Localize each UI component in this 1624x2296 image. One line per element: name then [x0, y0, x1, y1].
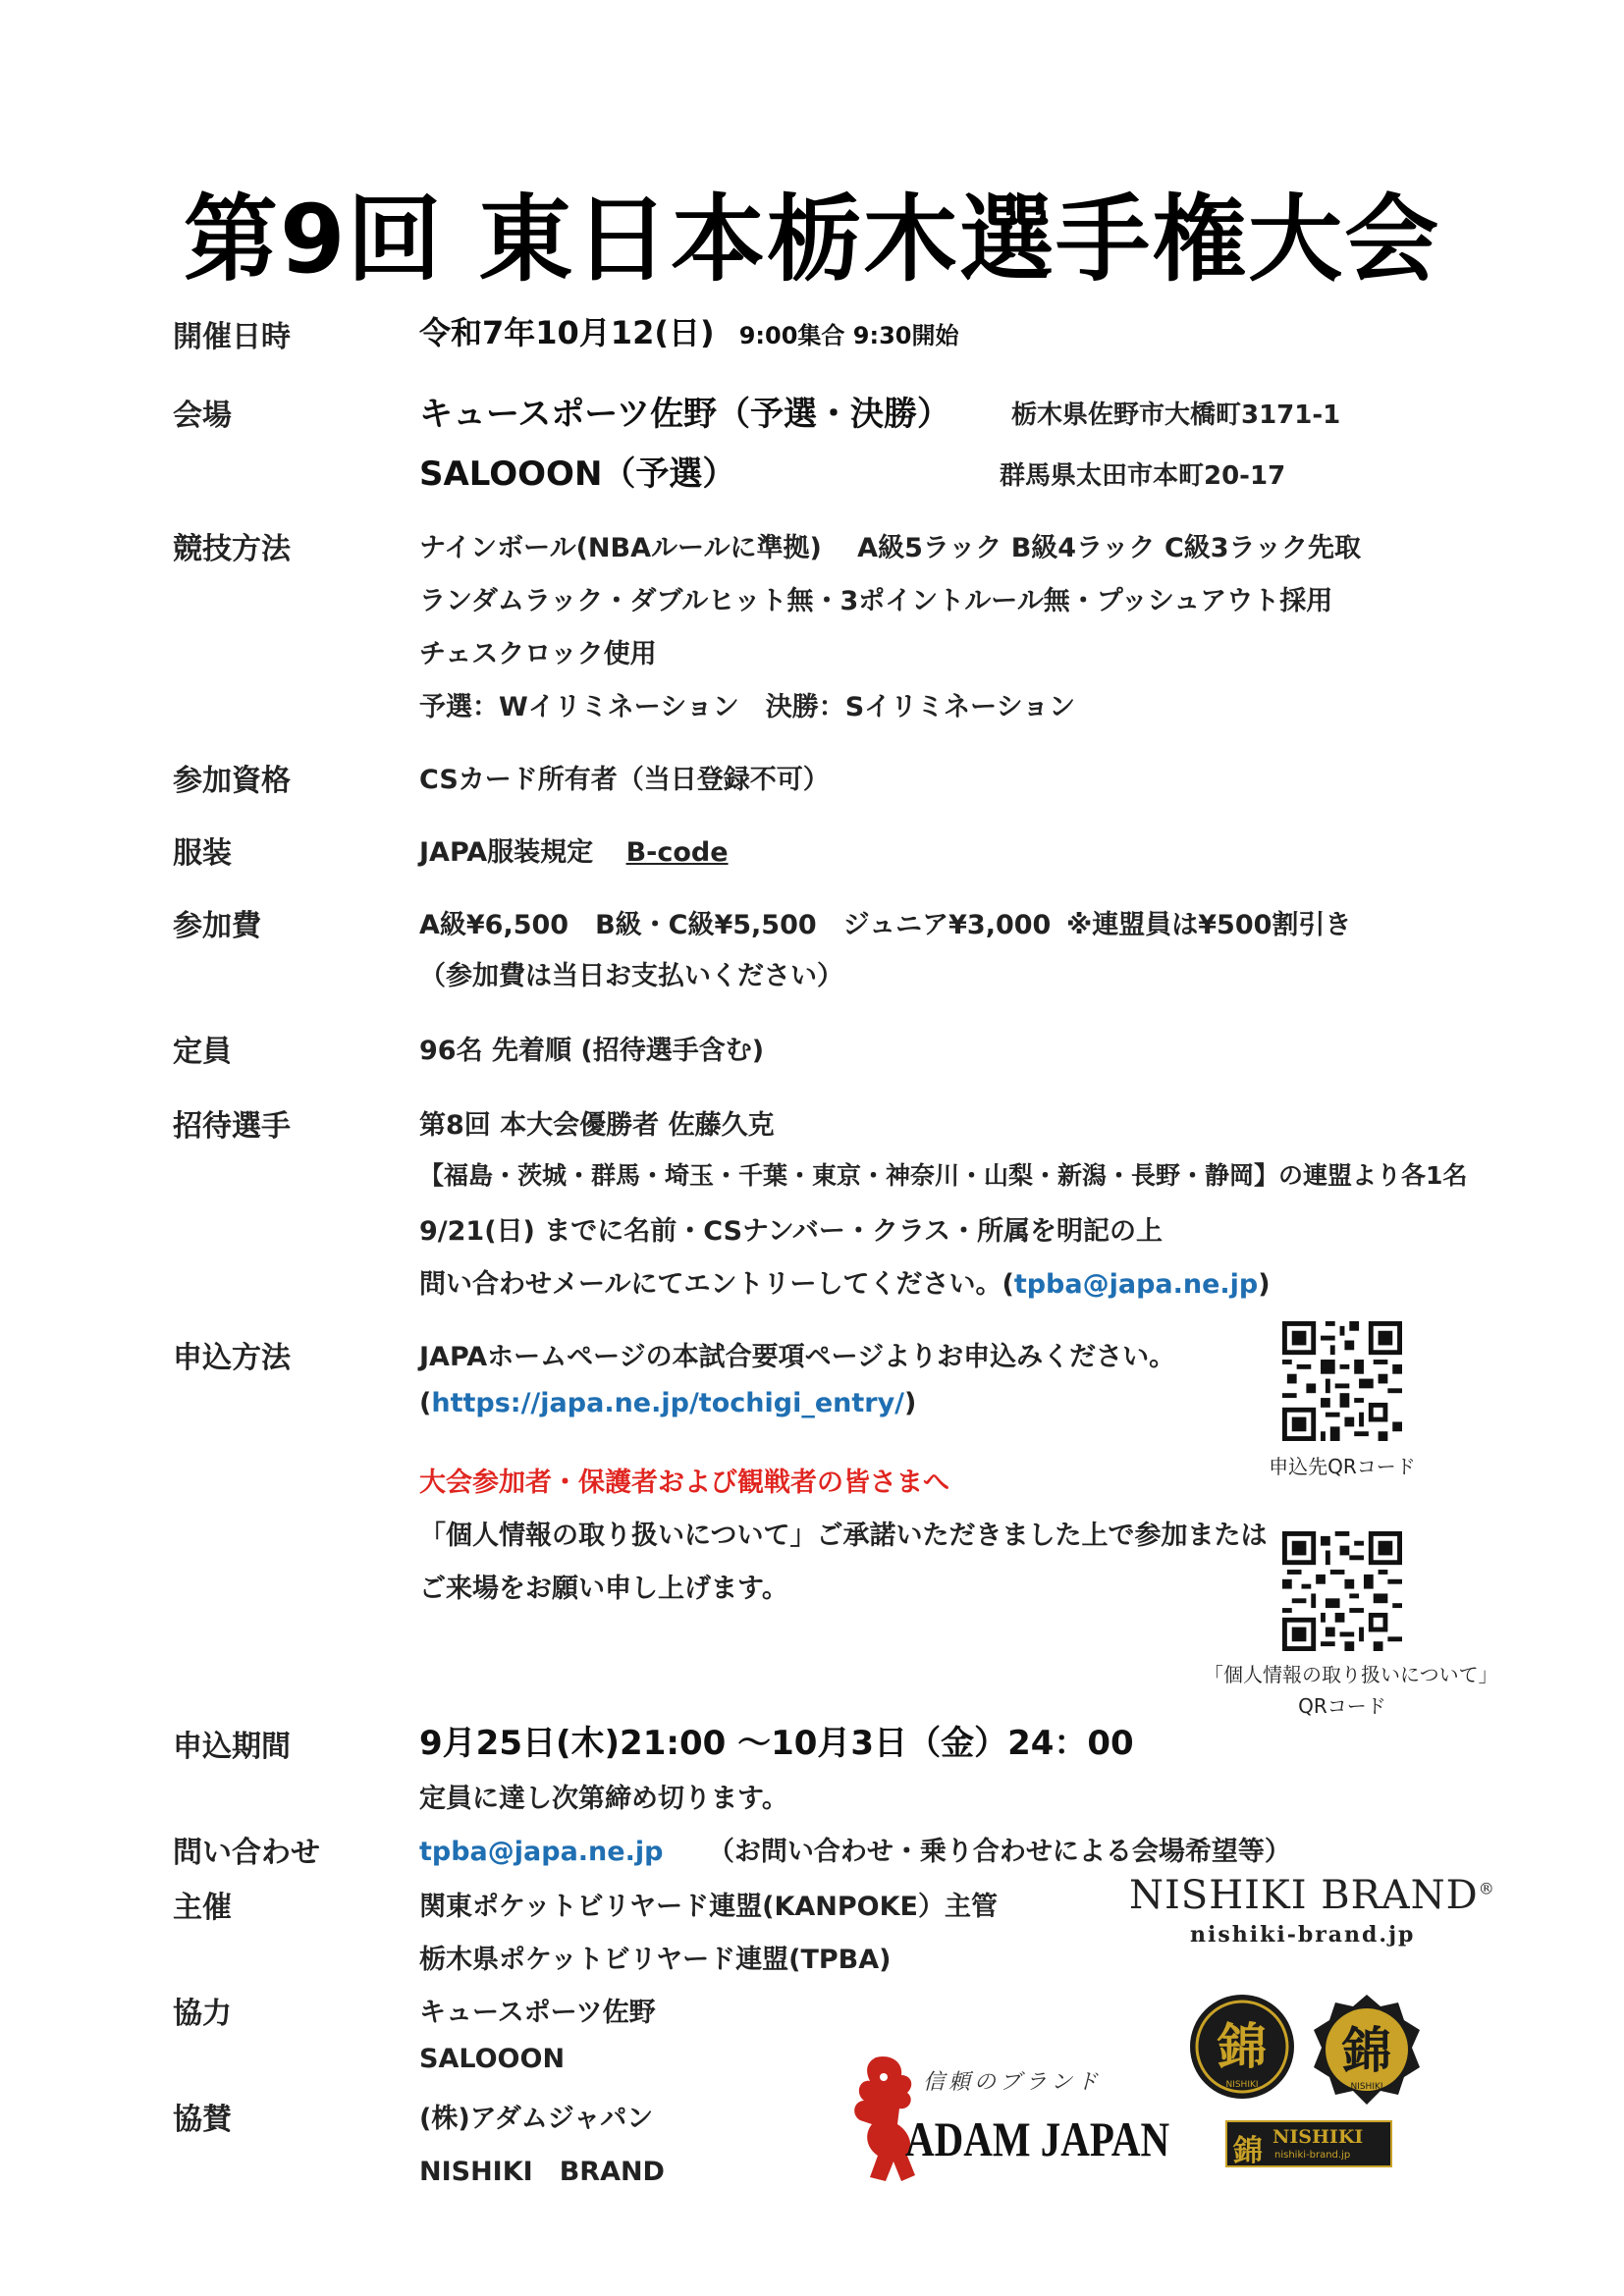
nishiki-rect-badge: [1225, 2120, 1392, 2167]
apply-line-1: JAPAホームページの本試合要項ページよりお申込みください。: [419, 1342, 1176, 1372]
dress-rule: JAPA服装規定: [419, 837, 594, 868]
cooperation-line-1: キュースポーツ佐野: [419, 1998, 656, 2028]
dress-label: 服装: [173, 836, 232, 871]
organizer-label: 主催: [173, 1891, 232, 1925]
notice-line-1: 「個人情報の取り扱いについて」ご承諾いただきました上で参加または: [419, 1521, 1268, 1551]
method-line: チェスクロック使用: [419, 639, 657, 669]
period-value: 9月25日(木)21:00 〜10月3日（金）24：00: [419, 1724, 1134, 1763]
date-time: 9:00集合 9:30開始: [738, 322, 959, 349]
venue-address-2: 群馬県太田市本町20-17: [1000, 461, 1286, 491]
date-value: [419, 308, 958, 353]
notice-heading: 大会参加者・保護者および観戦者の皆さまへ: [419, 1468, 949, 1498]
apply-label: 申込方法: [173, 1341, 291, 1375]
apply-qr-code[interactable]: [1282, 1321, 1402, 1441]
notice-line-2: ご来場をお願い申し上げます。: [419, 1574, 788, 1604]
fee-value: A級¥6,500 B級・C級¥5,500 ジュニア¥3,000: [419, 910, 1052, 940]
privacy-qr-code[interactable]: [1282, 1531, 1402, 1651]
emblem-text: NISHIKI: [1350, 2082, 1383, 2092]
fee-label: 参加費: [173, 909, 261, 943]
capacity-value: 96名 先着順 (招待選手含む): [419, 1036, 765, 1066]
invited-email-link[interactable]: tpba@japa.ne.jp: [1013, 1269, 1259, 1300]
emblem-kanji: 錦: [1342, 2021, 1391, 2079]
period-label: 申込期間: [173, 1730, 291, 1764]
venue-name-2: SALOOON（予選）: [419, 454, 736, 494]
apply-url-open: (: [419, 1388, 432, 1418]
invited-line-3: 9/21(日) までに名前・CSナンバー・クラス・所属を明記の上: [419, 1216, 1164, 1247]
venue-label: 会場: [173, 399, 232, 433]
apply-qr-caption: 申込先QRコード: [1269, 1455, 1416, 1478]
method-line: ランダムラック・ダブルヒット無・3ポイントルール無・プッシュアウト採用: [419, 586, 1333, 616]
venue-name-1: キュースポーツ佐野（予選・決勝）: [419, 395, 950, 434]
fee-discount: ※連盟員は¥500割引き: [1066, 910, 1352, 940]
contact-note: （お問い合わせ・乗り合わせによる会場希望等）: [707, 1837, 1291, 1867]
eligibility-label: 参加資格: [173, 764, 291, 798]
method-line: ナインボール(NBAルールに準拠) A級5ラック B級4ラック C級3ラック先取: [419, 533, 1362, 563]
eligibility-value: CSカード所有者（当日登録不可）: [419, 765, 830, 795]
cooperation-label: 協力: [173, 1997, 232, 2031]
rect-badge-name: NISHIKI: [1272, 2126, 1364, 2148]
adam-tagline: 信頼のブランド: [923, 2070, 1103, 2095]
apply-url-link[interactable]: https://japa.ne.jp/tochigi_entry/: [431, 1388, 905, 1418]
apply-url-line: [419, 1388, 916, 1418]
capacity-label: 定員: [173, 1035, 232, 1069]
contact-label: 問い合わせ: [173, 1836, 320, 1870]
dress-code-link[interactable]: B-code: [625, 837, 729, 868]
registered-mark: ®: [1478, 1879, 1495, 1898]
sponsor-label: 協賛: [173, 2103, 232, 2137]
sponsor-line-1: (株)アダムジャパン: [419, 2104, 654, 2134]
venue-address-1: 栃木県佐野市大橋町3171-1: [1011, 400, 1341, 430]
rect-badge-kanji: 錦: [1233, 2134, 1263, 2168]
invited-label: 招待選手: [173, 1109, 291, 1144]
contact-line: [419, 1830, 1291, 1868]
badge-kanji: 錦: [1218, 2017, 1267, 2075]
date-text: 令和7年10月12(日): [419, 314, 715, 351]
rect-badge-url: nishiki-brand.jp: [1274, 2150, 1351, 2161]
fee-note: （参加費は当日お支払いください）: [419, 961, 843, 991]
organizer-line-1: 関東ポケットビリヤード連盟(KANPOKE）主管: [419, 1892, 998, 1922]
sponsor-line-2: NISHIKI BRAND: [419, 2157, 665, 2187]
method-line: 予選：Wイリミネーション 決勝：Sイリミネーション: [419, 692, 1076, 722]
cooperation-line-2: SALOOON: [419, 2044, 566, 2074]
adam-japan-name: ADAM JAPAN: [905, 2111, 1170, 2166]
apply-url-close: ): [904, 1388, 917, 1418]
nishiki-brand-logo: [1129, 1873, 1495, 1918]
invited-line-1: 第8回 本大会優勝者 佐藤久克: [419, 1110, 775, 1141]
organizer-line-2: 栃木県ポケットビリヤード連盟(TPBA): [419, 1945, 892, 1975]
dress-value: [419, 830, 729, 869]
invited-entry-text: 問い合わせメールにてエントリーしてください。(: [419, 1269, 1014, 1300]
invited-line-4: [419, 1262, 1271, 1301]
invited-line-2: 【福島・茨城・群馬・埼玉・千葉・東京・神奈川・山梨・新潟・長野・静岡】の連盟より各1名: [419, 1161, 1468, 1190]
page-title: 第9回 東日本栃木選手権大会: [183, 185, 1441, 294]
nishiki-badge-icon: [1188, 1993, 1296, 2101]
privacy-qr-caption: 「個人情報の取り扱いについて」: [1204, 1663, 1498, 1686]
invited-entry-close: ): [1258, 1269, 1271, 1300]
privacy-qr-caption-sub: QRコード: [1298, 1694, 1386, 1718]
contact-email-link[interactable]: tpba@japa.ne.jp: [419, 1837, 664, 1867]
period-note: 定員に達し次第締め切ります。: [419, 1784, 788, 1814]
badge-text: NISHIKI: [1225, 2080, 1259, 2090]
date-label: 開催日時: [173, 320, 291, 354]
method-label: 競技方法: [173, 532, 291, 566]
nishiki-emblem-icon: [1310, 1993, 1424, 2107]
nishiki-url: nishiki-brand.jp: [1190, 1922, 1416, 1948]
nishiki-brand-name: NISHIKI BRAND: [1129, 1873, 1479, 1918]
